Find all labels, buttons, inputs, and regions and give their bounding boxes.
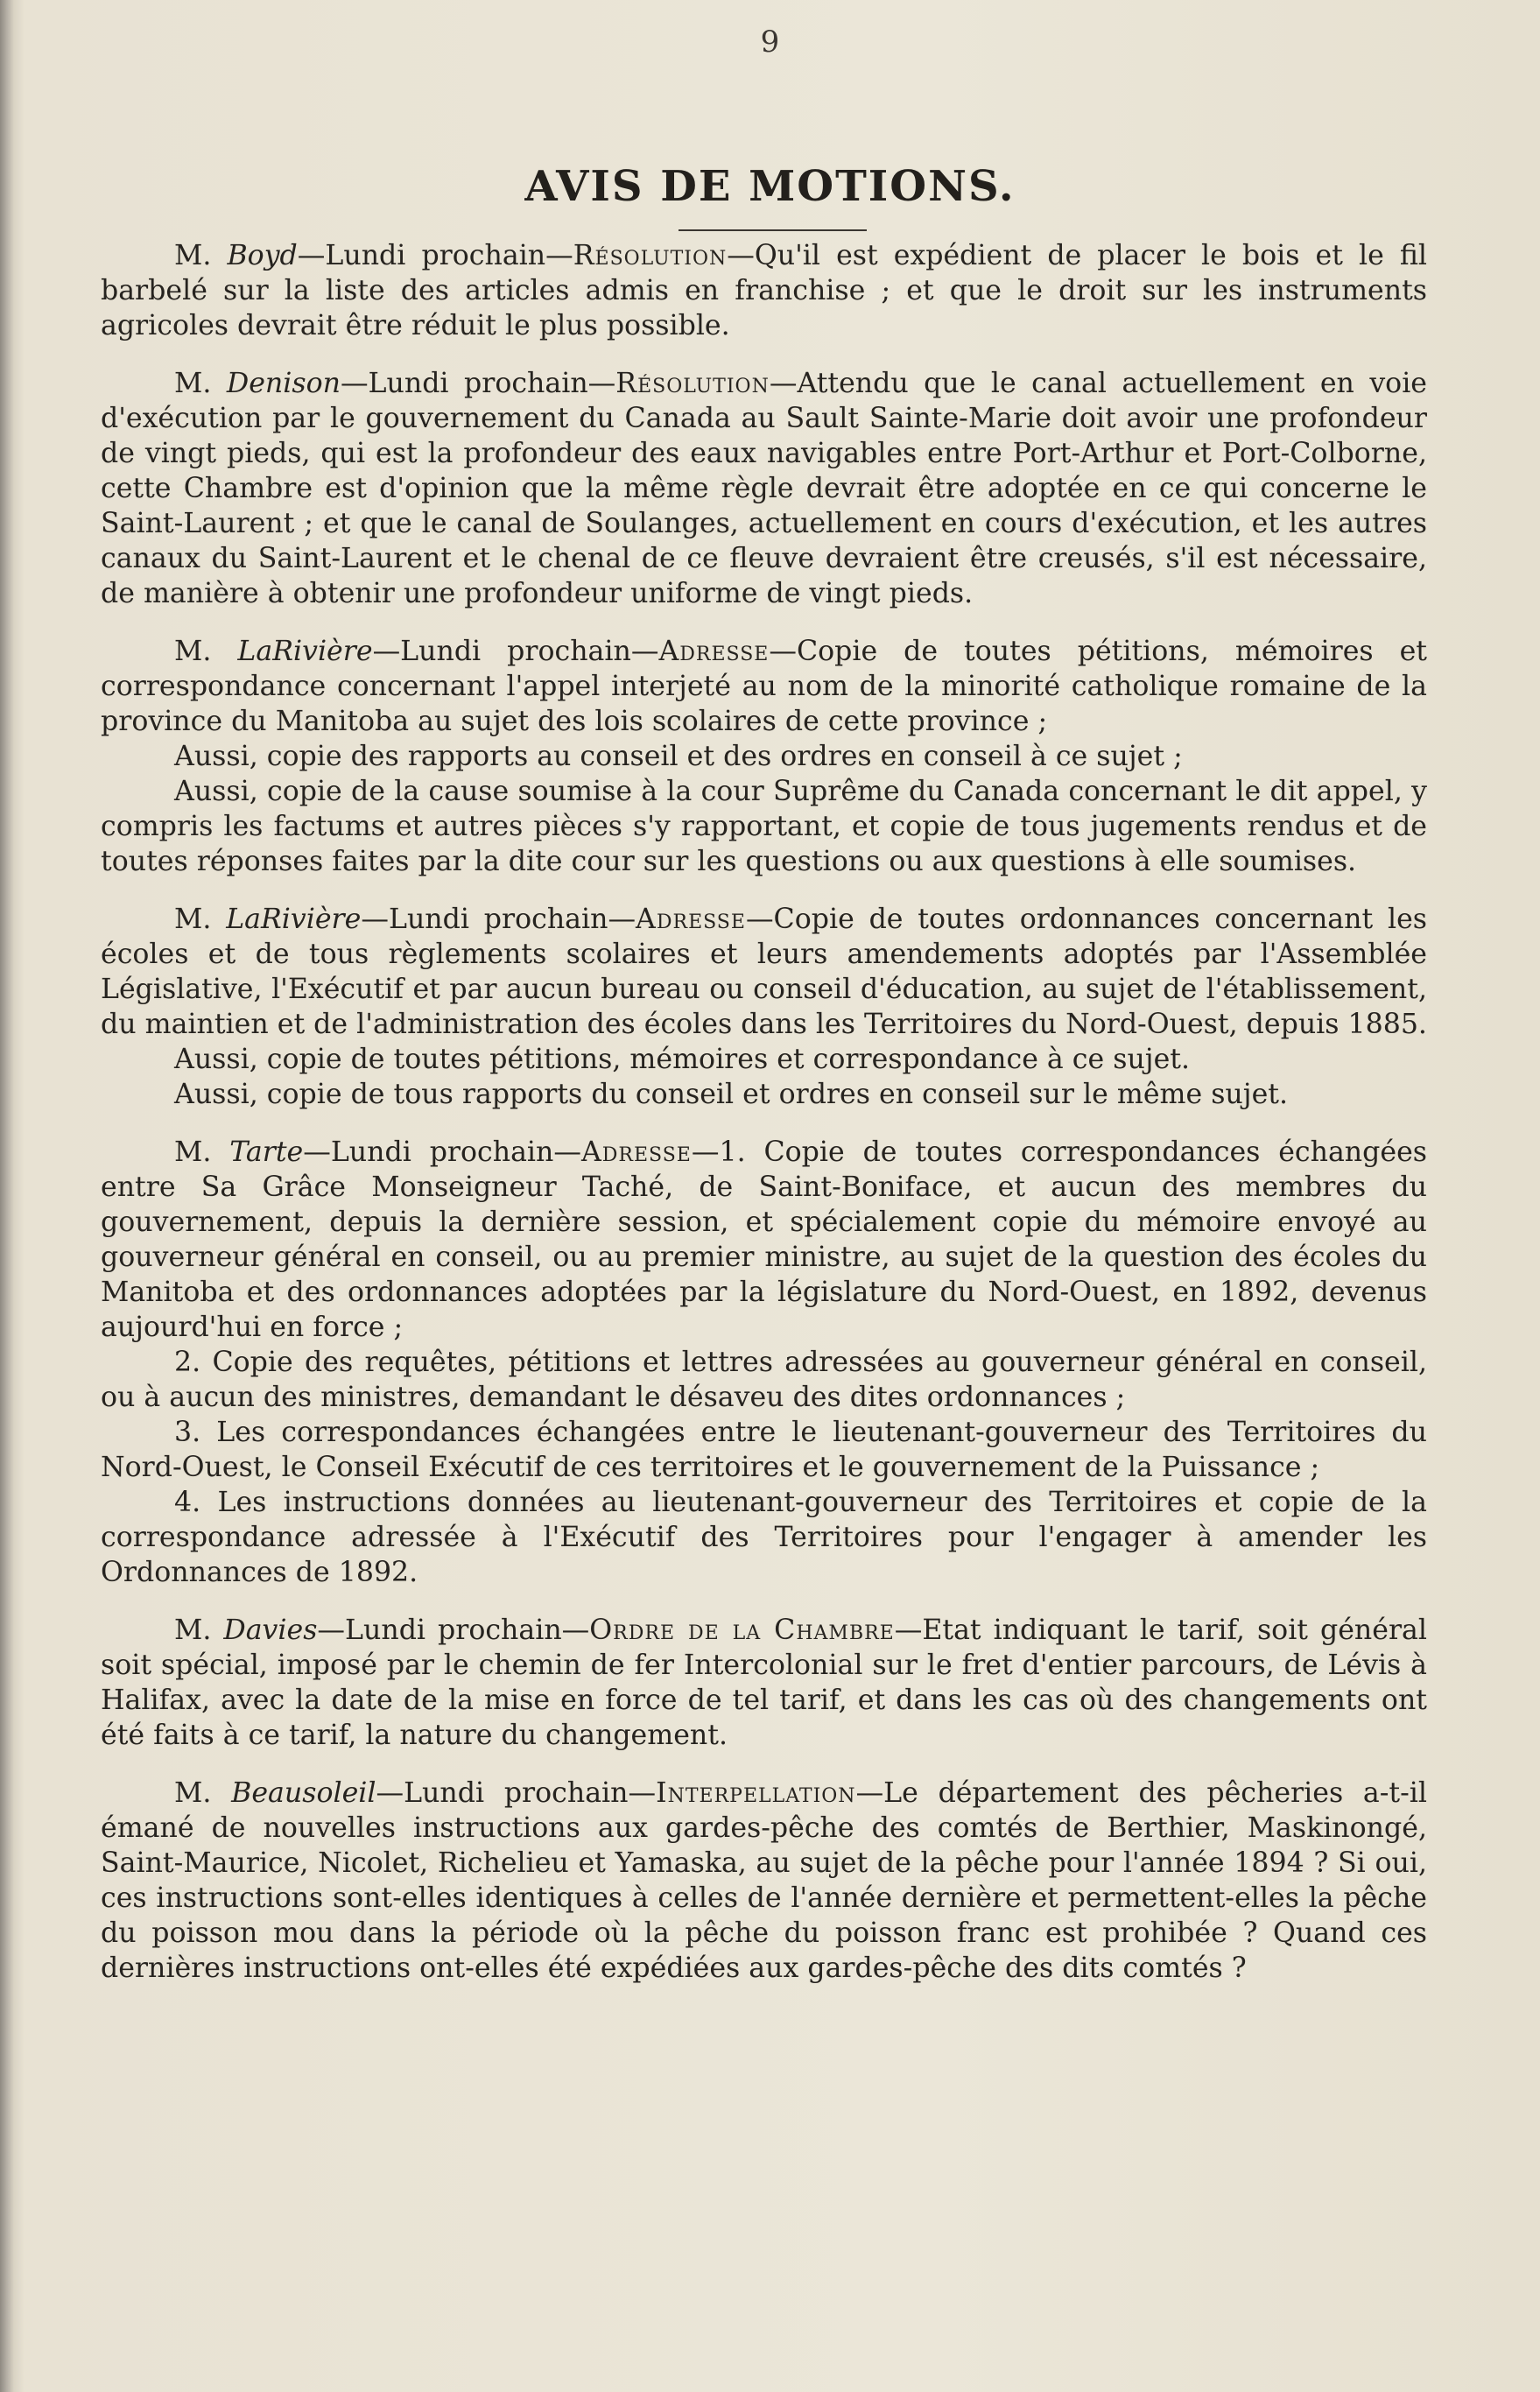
motion-paragraph: 3. Les correspondances échangées entre le lieutenant-gouverneur des Territoires du Nord-Ouest, le Conseil Exécutif de ces territoires et le gouvernement de la Puissance ; — [101, 1417, 1427, 1483]
motion-type: Adresse — [580, 1136, 692, 1168]
member-name: Beausoleil — [231, 1777, 376, 1809]
motion-beausoleil — [101, 1776, 1427, 1986]
motion-paragraph: Aussi, copie de tous rapports du conseil et ordres en conseil sur le même sujet. — [174, 1079, 1289, 1110]
motion-text: —Qu'il est expédient de placer le bois et le fil barbelé sur la liste des articles admis en franchise ; et que le droit sur les instruments agricoles devrait être réduit le plus possible. — [101, 240, 1427, 341]
motion-paragraph — [101, 634, 1427, 739]
motion-text: —Etat indiquant le tarif, soit général soit spécial, imposé par le chemin de fer Intercolonial sur le fret d'entier parcours, de Lévis à Halifax, avec la date de la mise en force de tel tarif, et dans les cas où des changements ont été faits à ce tarif, la nature du changement. — [101, 1615, 1427, 1751]
motion-text: —Attendu que le canal actuellement en voie d'exécution par le gouvernement du Canada au Sault Sainte-Marie doit avoir une profondeur de vingt pieds, qui est la profondeur des eaux navigables entre Port-Arthur et Port-Colborne, cette Chambre est d'opinion que la même règle devrait être adoptée en ce qui concerne le Saint-Laurent ; et que le canal de Soulanges, actuellement en cours d'exécution, et les autres canaux du Saint-Laurent et le chenal de ce fleuve devraient être creusés, s'il est nécessaire, de manière à obtenir une profondeur uniforme de vingt pieds. — [101, 368, 1427, 609]
motion-paragraph: 2. Copie des requêtes, pétitions et lettres adressées au gouverneur général en conseil, ou à aucun des ministres, demandant le désaveu des dites ordonnances ; — [101, 1347, 1427, 1413]
motion-paragraph: Aussi, copie de toutes pétitions, mémoires et correspondance à ce sujet. — [174, 1044, 1191, 1075]
title-rule — [679, 229, 867, 231]
motion-boyd — [101, 238, 1427, 343]
member-name: Denison — [226, 368, 341, 399]
motion-date: —Lundi prochain— — [372, 636, 659, 667]
member-name: LaRivière — [237, 636, 373, 667]
motion-date: —Lundi prochain— — [303, 1136, 581, 1168]
motion-paragraph — [101, 1776, 1427, 1986]
motion-date: —Lundi prochain— — [297, 240, 573, 271]
motion-denison — [101, 366, 1427, 611]
member-prefix: M. — [174, 636, 238, 667]
member-prefix: M. — [174, 1136, 230, 1168]
motion-type: Interpellation — [656, 1777, 856, 1809]
motion-paragraph: Aussi, copie des rapports au conseil et des ordres en conseil à ce sujet ; — [174, 741, 1183, 772]
motion-tarte — [101, 1135, 1427, 1590]
motion-text: —Le département des pêcheries a-t-il émané de nouvelles instructions aux gardes-pêche des comtés de Berthier, Maskinongé, Saint-Maurice, Nicolet, Richelieu et Yamaska, au sujet de la pêche pour l'année 1894 ? Si oui, ces instructions sont-elles identiques à celles de l'année dernière et permettent-elles la pêche du poisson mou dans la période où la pêche du poisson franc est prohibée ? Quand ces dernières instructions ont-elles été expédiées aux gardes-pêche des dits comtés ? — [101, 1777, 1427, 1984]
member-name: Davies — [223, 1615, 318, 1646]
motion-date: —Lundi prochain— — [340, 368, 616, 399]
motion-text: —1. Copie de toutes correspondances échangées entre Sa Grâce Monseigneur Taché, de Saint-Boniface, et aucun des membres du gouvernement, depuis la dernière session, et spécialement copie du mémoire envoyé au gouverneur général en conseil, ou au premier ministre, au sujet de la question des écoles du Manitoba et des ordonnances adoptées par la législature du Nord-Ouest, en 1892, devenus aujourd'hui en force ; — [101, 1136, 1427, 1343]
motion-davies — [101, 1613, 1427, 1753]
member-prefix: M. — [174, 904, 227, 935]
motions-list — [101, 238, 1427, 2009]
motion-paragraph — [101, 1613, 1427, 1753]
member-name: LaRivière — [226, 904, 362, 935]
member-prefix: M. — [174, 368, 227, 399]
motion-paragraph: Aussi, copie de la cause soumise à la cour Suprême du Canada concernant le dit appel, y compris les factums et autres pièces s'y rapportant, et copie de tous jugements rendus et de toutes réponses faites par la dite cour sur les questions ou aux questions à elle soumises. — [101, 776, 1427, 877]
member-prefix: M. — [174, 240, 228, 271]
motion-type: Adresse — [658, 636, 770, 667]
member-name: Tarte — [229, 1136, 304, 1168]
member-prefix: M. — [174, 1615, 224, 1646]
motion-type: Résolution — [615, 368, 770, 399]
page-title: AVIS DE MOTIONS. — [524, 162, 1016, 211]
motion-date: —Lundi prochain— — [376, 1777, 657, 1809]
motion-type: Ordre de la Chambre — [589, 1615, 895, 1646]
motion-type: Adresse — [636, 904, 746, 935]
motion-date: —Lundi prochain— — [317, 1615, 590, 1646]
motion-paragraph — [101, 238, 1427, 343]
motion-lariviere-2 — [101, 902, 1427, 1112]
motion-lariviere-1 — [101, 634, 1427, 879]
motion-text: —Copie de toutes pétitions, mémoires et correspondance concernant l'appel interjeté au nom de la minorité catholique romaine de la province du Manitoba au sujet des lois scolaires de cette province ; — [101, 636, 1428, 737]
member-prefix: M. — [174, 1777, 232, 1809]
motion-text: —Copie de toutes ordonnances concernant les écoles et de tous règlements scolaires et leurs amendements adoptés par l'Assemblée Législative, l'Exécutif et par aucun bureau ou conseil d'éducation, au sujet de l'établissement, du maintien et de l'administration des écoles dans les Territoires du Nord-Ouest, depuis 1885. — [101, 904, 1427, 1040]
motion-paragraph: 4. Les instructions données au lieutenant-gouverneur des Territoires et copie de la correspondance adressée à l'Exécutif des Territoires pour l'engager à amender les Ordonnances de 1892. — [101, 1487, 1427, 1588]
motion-date: —Lundi prochain— — [361, 904, 636, 935]
page-number: 9 — [760, 25, 780, 60]
motion-paragraph — [101, 1135, 1427, 1345]
member-name: Boyd — [227, 240, 298, 271]
motion-paragraph — [101, 902, 1427, 1042]
motion-type: Résolution — [573, 240, 728, 271]
motion-paragraph — [101, 366, 1427, 611]
